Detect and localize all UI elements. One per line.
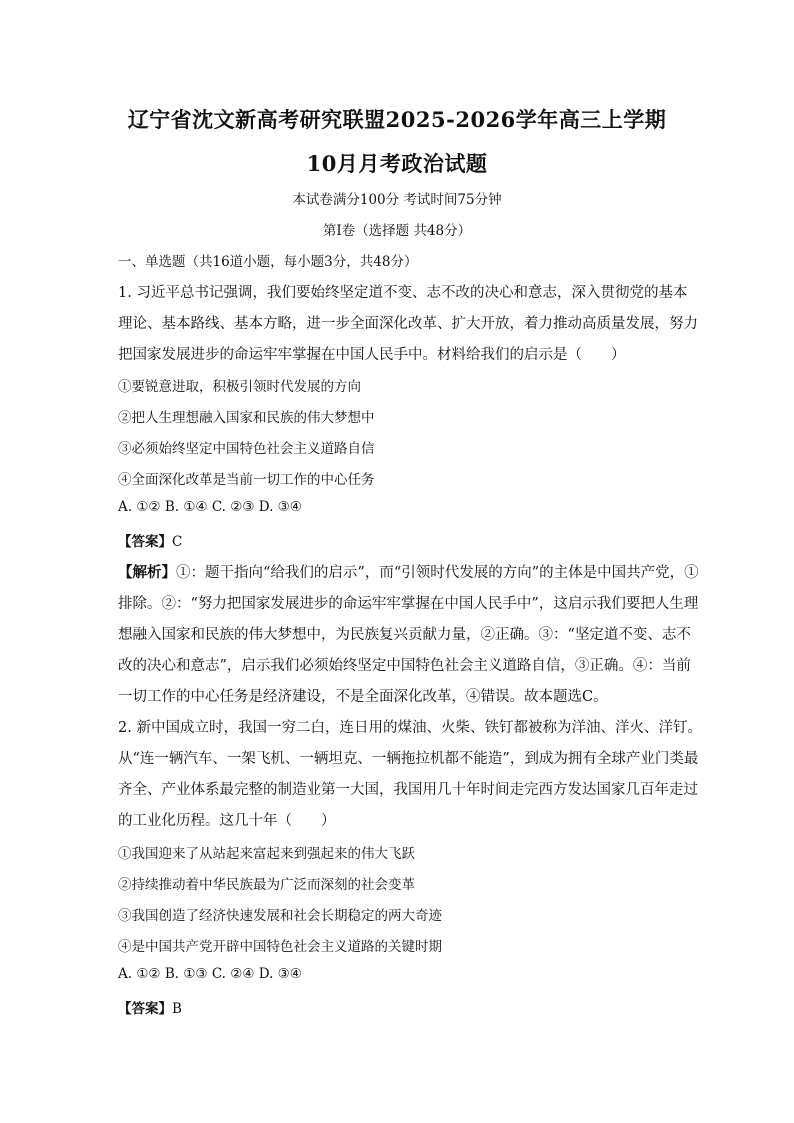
answer-value: C bbox=[172, 534, 183, 550]
q1-option: ④全面深化改革是当前一切工作的中心任务 bbox=[118, 472, 375, 488]
q2-stem-line: 齐全、产业体系最完整的制造业第一大国，我国用几十年时间走完西方发达国家几百年走过 bbox=[118, 782, 698, 798]
q1-analysis-line: 排除。②：“努力把国家发展进步的命运牢牢掌握在中国人民手中”，这启示我们要把人生理 bbox=[118, 596, 699, 612]
q2-option: ③我国创造了经济快速发展和社会长期稳定的两大奇迹 bbox=[118, 908, 442, 924]
q1-analysis-line: 一切工作的中心任务是经济建设，不是全面深化改革，④错误。故本题选C。 bbox=[118, 689, 608, 705]
q1-analysis-line: 改的决心和意志”，启示我们必须始终坚定中国特色社会主义道路自信，③正确。④：当前 bbox=[118, 658, 691, 674]
q2-choices: A. ①② B. ①③ C. ②④ D. ③④ bbox=[118, 966, 302, 982]
analysis-text: ①：题干指向“给我们的启示”，而“引领时代发展的方向”的主体是中国共产党，① bbox=[176, 565, 699, 581]
q2-option: ①我国迎来了从站起来富起来到强起来的伟大飞跃 bbox=[118, 846, 415, 862]
q1-choices: A. ①② B. ①④ C. ②③ D. ③④ bbox=[118, 499, 302, 515]
q1-option: ①要锐意进取，积极引领时代发展的方向 bbox=[118, 379, 361, 395]
answer-label: 【答案】 bbox=[118, 1001, 172, 1017]
q1-option: ②把人生理想融入国家和民族的伟大梦想中 bbox=[118, 410, 375, 426]
answer-label: 【答案】 bbox=[118, 534, 172, 550]
section-heading: 一、单选题（共16道小题，每小题3分，共48分） bbox=[118, 254, 418, 270]
q1-stem-line: 理论、基本路线、基本方略，进一步全面深化改革、扩大开放，着力推动高质量发展，努力 bbox=[118, 316, 698, 332]
volume-heading: 第Ⅰ卷（选择题 共48分） bbox=[322, 223, 472, 239]
q1-stem-line: 1. 习近平总书记强调，我们要始终坚定道不变、志不改的决心和意志，深入贯彻党的基本 bbox=[118, 285, 688, 301]
answer-value: B bbox=[172, 1001, 182, 1017]
analysis-label: 【解析】 bbox=[118, 564, 176, 581]
q1-analysis-line: 想融入国家和民族的伟大梦想中，为民族复兴贡献力量，②正确。③：“坚定道不变、志不 bbox=[118, 627, 691, 643]
q2-stem-line: 从“连一辆汽车、一架飞机、一辆坦克、一辆拖拉机都不能造”，到成为拥有全球产业门类最 bbox=[118, 751, 699, 767]
q2-option: ④是中国共产党开辟中国特色社会主义道路的关键时期 bbox=[118, 939, 442, 955]
q2-option: ②持续推动着中华民族最为广泛而深刻的社会变革 bbox=[118, 877, 415, 893]
q1-analysis-line bbox=[118, 561, 699, 582]
document-title-line-2: 10月月考政治试题 bbox=[306, 151, 488, 176]
q2-stem-line: 2. 新中国成立时，我国一穷二白，连日用的煤油、火柴、铁钉都被称为洋油、洋火、洋钉。 bbox=[118, 720, 702, 736]
q1-stem-line: 把国家发展进步的命运牢牢掌握在中国人民手中。材料给我们的启示是（ ） bbox=[118, 347, 626, 363]
exam-meta: 本试卷满分100分 考试时间75分钟 bbox=[292, 192, 502, 208]
document-title-line-1: 辽宁省沈文新高考研究联盟2025-2026学年高三上学期 bbox=[127, 107, 667, 132]
q1-option: ③必须始终坚定中国特色社会主义道路自信 bbox=[118, 441, 375, 457]
q2-stem-line: 的工业化历程。这几十年（ ） bbox=[118, 813, 336, 829]
q1-answer bbox=[118, 530, 182, 550]
q2-answer bbox=[118, 997, 182, 1017]
